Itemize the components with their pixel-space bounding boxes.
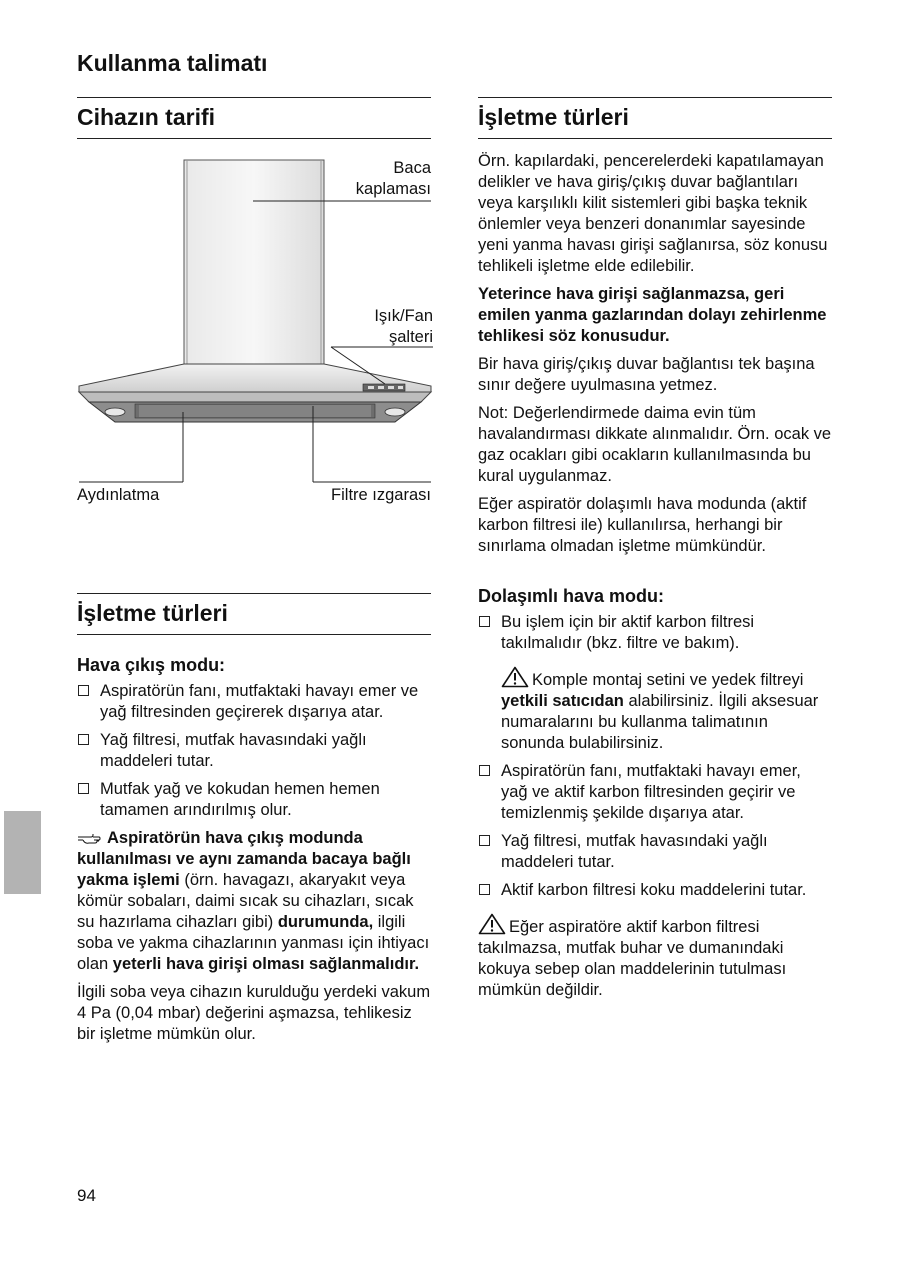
ventilation-note-paragraph: Not: Değerlendirmede daima evin tüm havalandırması dikkate alınmalıdır. Örn. ocak ve gaz ocakları gibi ocakların kullanılmasında bu kural uygulanmaz.: [478, 404, 832, 485]
recirculation-info-paragraph: Eğer aspiratör dolaşımlı hava modunda (aktif karbon filtresi ile) kullanılırsa, herhangi bir sınırlama olmadan işletme mümkündür.: [478, 495, 807, 555]
exhaust-mode-list: [77, 681, 431, 821]
right-operation-modes-heading: İşletme türleri: [478, 97, 832, 139]
list-item: Aspiratörün fanı, mutfaktaki havayı emer, yağ ve aktif karbon filtresinden geçirir ve temizlenmiş şekilde dışarıya atar.: [478, 761, 832, 824]
combustion-note: Aspiratörün hava çıkış modunda kullanılması ve aynı zamanda bacaya bağlı yakma işlemi (örn. havagazı, akaryakıt veya kömür sobaları, daimi sıcak su cihazları, sıcak su hazırlama cihazları gibi) durumunda, ilgili soba ve yakma cihazlarının yanması için ihtiyacı olan yeterli hava girişi olması sağlanmalıdır.: [77, 829, 430, 973]
recirculation-mode-heading: Dolaşımlı hava modu:: [478, 586, 665, 606]
hood-diagram: [77, 140, 433, 520]
device-description-section: [77, 97, 431, 139]
list-item: Aspiratörün fanı, mutfaktaki havayı emer ve yağ filtresinden geçirerek dışarıya atar.: [77, 681, 431, 723]
list-item: Bu işlem için bir aktif karbon filtresi takılmalıdır (bkz. filtre ve bakım).: [478, 612, 832, 654]
list-item: Aktif karbon filtresi koku maddelerini tutar.: [478, 880, 832, 901]
device-description-heading: Cihazın tarifi: [77, 97, 431, 139]
checkbox-icon: [479, 884, 490, 895]
filter-grille-label: Filtre ızgarası: [331, 486, 431, 504]
checkbox-icon: [78, 783, 89, 794]
carbon-filter-warning: Eğer aspiratöre aktif karbon filtresi takılmazsa, mutfak buhar ve dumanındaki kokuya sebep olan maddelerinin tutulması mümkün değildir.: [478, 913, 832, 1001]
left-operation-modes-heading: İşletme türleri: [77, 593, 431, 635]
checkbox-icon: [479, 835, 490, 846]
intro-paragraph: Örn. kapılardaki, pencerelerdeki kapatılamayan delikler ve hava giriş/çıkış duvar bağlantıları veya karşılıklı kilit sistemleri gibi başka teknik önlemler veya benzeri donanımlar sayesinde yeni yanma havası girişi sağlanırsa, söz konusu tehlikeli işletme elde edilebilir.: [478, 152, 828, 275]
list-item: Yağ filtresi, mutfak havasındaki yağlı maddeleri tutar.: [478, 831, 832, 873]
recirculation-mode-list: [478, 612, 832, 901]
page-title: Kullanma talimatı: [77, 50, 268, 76]
chimney-cover-label: Baca kaplaması: [355, 159, 431, 198]
checkbox-icon: [78, 734, 89, 745]
pointing-hand-icon: [77, 832, 101, 845]
right-operation-modes-section: [478, 97, 832, 1008]
checkbox-icon: [479, 765, 490, 776]
vacuum-paragraph: İlgili soba veya cihazın kurulduğu yerdeki vakum 4 Pa (0,04 mbar) değerini aşmazsa, tehlikesiz bir işletme mümkün olur.: [77, 983, 431, 1043]
left-operation-modes-section: [77, 593, 431, 1052]
page-number: 94: [77, 1186, 96, 1205]
list-item: Yağ filtresi, mutfak havasındaki yağlı maddeleri tutar.: [77, 730, 431, 772]
light-fan-switch-label: Işık/Fan şalteri: [374, 307, 433, 346]
list-item: Mutfak yağ ve kokudan hemen hemen tamamen arındırılmış olur.: [77, 779, 431, 821]
kit-note: Komple montaj setini ve yedek filtreyi yetkili satıcıdan alabilirsiniz. İlgili aksesuar numaralarını bu kullanma talimatının sonunda bulabilirsiniz.: [478, 661, 832, 754]
checkbox-icon: [78, 685, 89, 696]
side-thumb-tab: [4, 811, 41, 894]
warning-triangle-icon: [478, 913, 506, 935]
warning-triangle-icon: [501, 666, 529, 688]
wall-connection-paragraph: Bir hava giriş/çıkış duvar bağlantısı tek başına sınır değere uyulmasına yetmez.: [478, 355, 815, 394]
lighting-label: Aydınlatma: [77, 486, 160, 504]
poisoning-warning: Yeterince hava girişi sağlanmazsa, geri emilen yanma gazlarından dolayı zehirlenme tehlikesi söz konusudur.: [478, 285, 827, 345]
exhaust-mode-heading: Hava çıkış modu:: [77, 655, 226, 675]
checkbox-icon: [479, 616, 490, 627]
